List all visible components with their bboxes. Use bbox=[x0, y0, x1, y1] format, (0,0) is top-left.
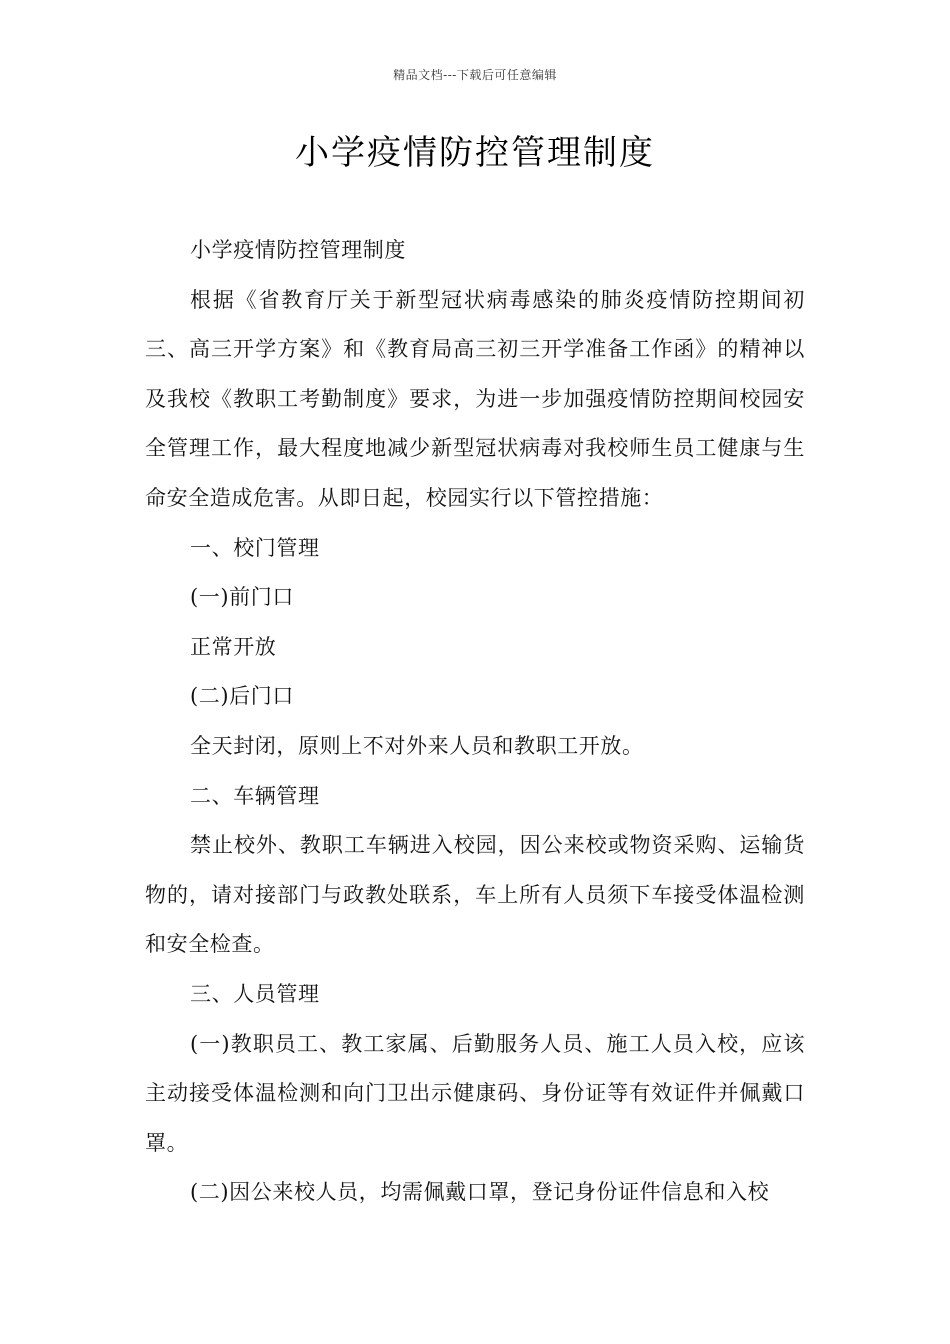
section-heading-personnel: 三、人员管理 bbox=[190, 981, 320, 1006]
subheading-front-gate: (一)前门口 bbox=[190, 585, 294, 610]
header-note: 精品文档---下载后可任意编辑 bbox=[393, 68, 557, 82]
paragraph-subtitle: 小学疫情防控管理制度 bbox=[190, 238, 406, 262]
section-heading-vehicles: 二、车辆管理 bbox=[190, 783, 320, 808]
document-body bbox=[145, 226, 805, 1218]
paragraph-intro: 根据《省教育厅关于新型冠状病毒感染的肺炎疫情防控期间初三、高三开学方案》和《教育局高三初三开学准备工作函》的精神以及我校《教职工考勤制度》要求，为进一步加强疫情防控期间校园安全管理工作，最大程度地减少新型冠状病毒对我校师生员工健康与生命安全造成危害。从即日起，校园实行以下管控措施： bbox=[145, 287, 805, 510]
paragraph-vehicles: 禁止校外、教职工车辆进入校园，因公来校或物资采购、运输货物的，请对接部门与政教处联系，车上所有人员须下车接受体温检测和安全检查。 bbox=[145, 833, 805, 957]
paragraph-back-gate: 全天封闭，原则上不对外来人员和教职工开放。 bbox=[190, 733, 644, 758]
document-title: 小学疫情防控管理制度 bbox=[295, 133, 655, 173]
paragraph-staff: (一)教职员工、教工家属、后勤服务人员、施工人员入校，应该主动接受体温检测和向门卫出示健康码、身份证等有效证件并佩戴口罩。 bbox=[145, 1031, 805, 1155]
section-heading-gate: 一、校门管理 bbox=[190, 535, 320, 560]
paragraph-front-gate: 正常开放 bbox=[190, 634, 277, 659]
subheading-back-gate: (二)后门口 bbox=[190, 684, 294, 709]
paragraph-visitors: (二)因公来校人员，均需佩戴口罩，登记身份证件信息和入校 bbox=[190, 1180, 770, 1205]
